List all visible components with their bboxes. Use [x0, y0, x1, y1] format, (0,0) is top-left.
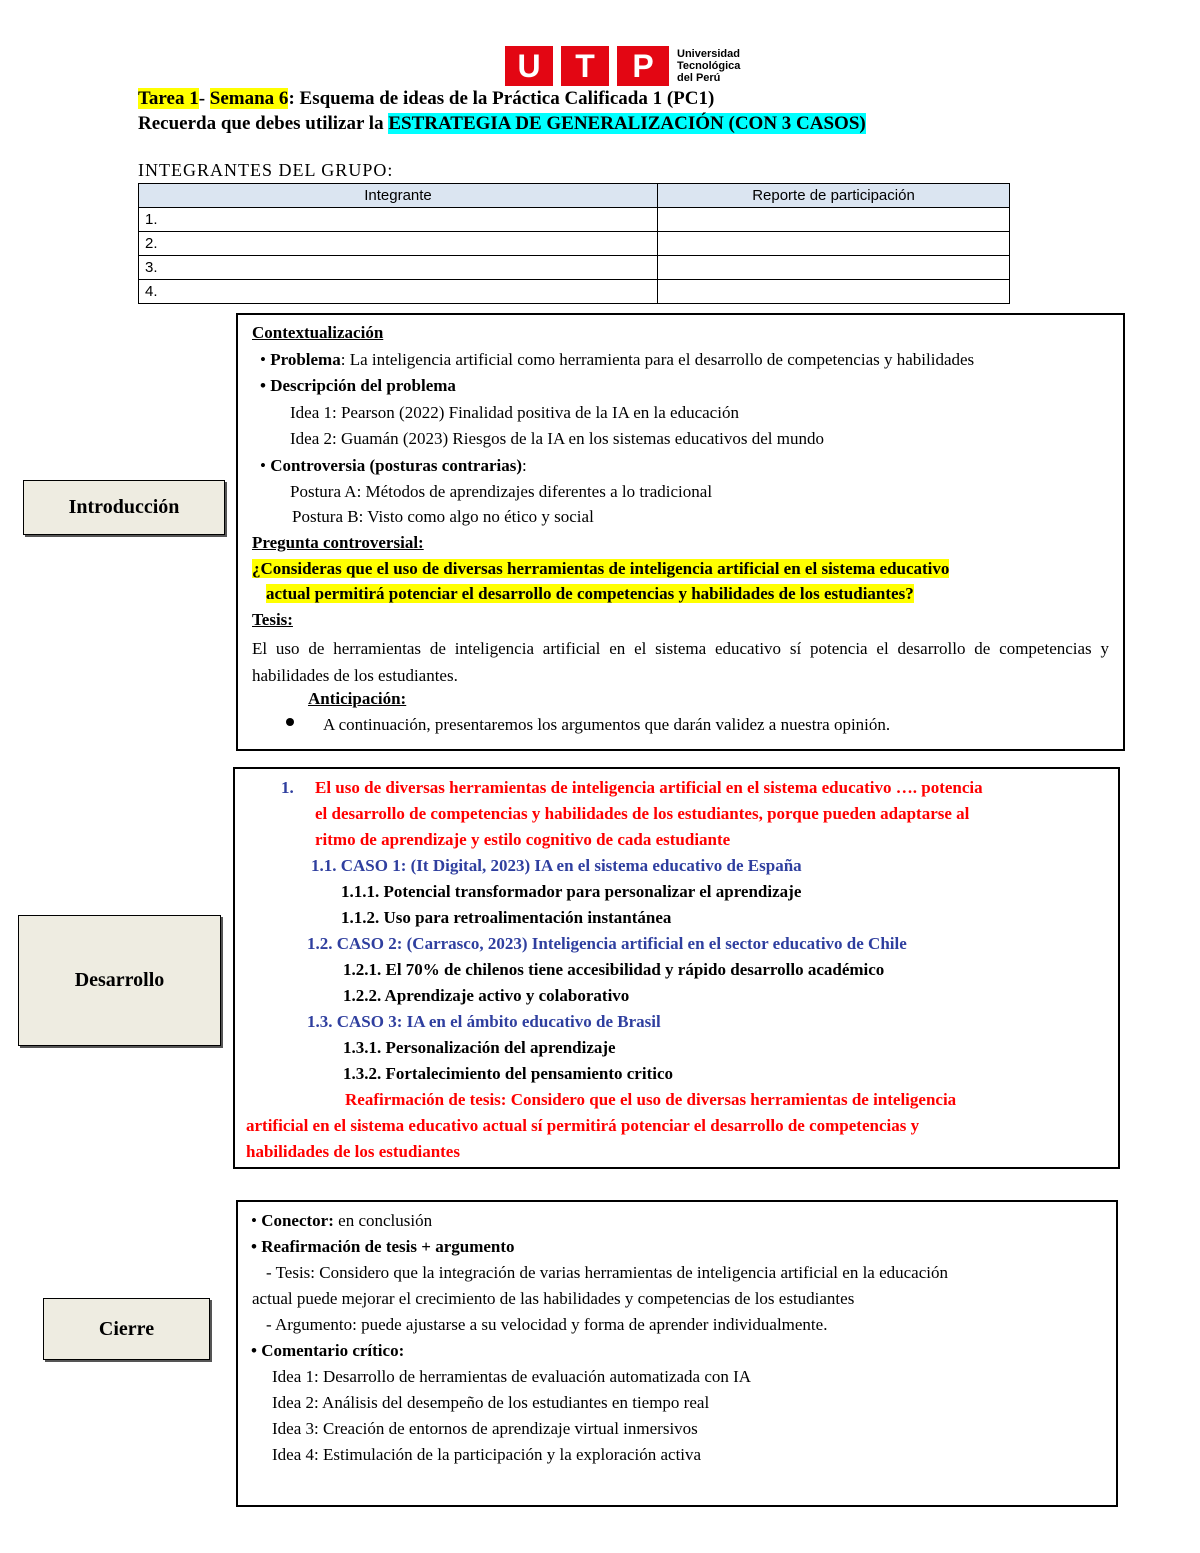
argument-line-2: el desarrollo de competencias y habilidades de los estudiantes, porque pueden adaptarse al	[315, 804, 970, 823]
reaffirmation-label: • Reafirmación de tesis + argumento	[251, 1237, 515, 1257]
case-1: 1.1. CASO 1: (It Digital, 2023) IA en el sistema educativo de España	[311, 856, 802, 875]
utp-logo	[505, 46, 755, 88]
controversy-line: • Controversia (posturas contrarias):	[260, 456, 527, 476]
case-1-1: 1.1.1. Potencial transformador para personalizar el aprendizaje	[341, 882, 802, 901]
label-introduccion: Introducción	[23, 480, 225, 535]
tesis-line-2: actual puede mejorar el crecimiento de las habilidades y competencias de los estudiantes	[252, 1289, 855, 1308]
report-cell[interactable]	[658, 232, 1010, 256]
development-panel	[233, 767, 1120, 1169]
case-3: 1.3. CASO 3: IA en el ámbito educativo de Brasil	[307, 1012, 661, 1031]
logo-letter-p: P	[617, 46, 669, 86]
argument-line-1: El uso de diversas herramientas de inteligencia artificial en el sistema educativo …. potencia	[315, 778, 983, 797]
report-cell[interactable]	[658, 256, 1010, 280]
idea-1: Idea 1: Pearson (2022) Finalidad positiva de la IA en la educación	[290, 403, 739, 422]
question-line-1: ¿Consideras que el uso de diversas herramientas de inteligencia artificial en el sistema educativo	[252, 559, 950, 578]
comment-label: • Comentario crítico:	[251, 1341, 404, 1361]
reaffirmation-line-3: habilidades de los estudiantes	[246, 1142, 460, 1161]
argument-line: - Argumento: puede ajustarse a su velocidad y forma de aprender individualmente.	[266, 1315, 828, 1334]
closing-idea-2: Idea 2: Análisis del desempeño de los estudiantes en tiempo real	[272, 1393, 710, 1412]
strategy-reminder: Recuerda que debes utilizar la ESTRATEGIA DE GENERALIZACIÓN (CON 3 CASOS)	[138, 113, 866, 134]
description-label: • Descripción del problema	[260, 376, 456, 396]
reaffirmation-line-2: artificial en el sistema educativo actual sí permitirá potenciar el desarrollo de competencias y	[246, 1116, 920, 1135]
case-3-1: 1.3.1. Personalización del aprendizaje	[343, 1038, 616, 1057]
table-row	[139, 232, 1010, 256]
member-cell[interactable]: 4.	[139, 280, 658, 304]
question-line-2: actual permitirá potenciar el desarrollo de competencias y habilidades de los estudiantes?	[266, 584, 914, 603]
col-report: Reporte de participación	[658, 184, 1010, 208]
case-2-1: 1.2.1. El 70% de chilenos tiene accesibilidad y rápido desarrollo académico	[343, 960, 885, 979]
question-title: Pregunta controversial:	[252, 533, 424, 552]
idea-2: Idea 2: Guamán (2023) Riesgos de la IA en los sistemas educativos del mundo	[290, 429, 824, 448]
case-2-2: 1.2.2. Aprendizaje activo y colaborativo	[343, 986, 630, 1005]
thesis-text: El uso de herramientas de inteligencia artificial en el sistema educativo sí potencia el desarrollo de competencias y habilidades de los estudiantes.	[252, 639, 1109, 685]
logo-university-name: Universidad Tecnológica del Perú	[677, 48, 741, 84]
intro-panel	[236, 313, 1125, 751]
postura-b: Postura B: Visto como algo no ético y social	[292, 507, 594, 526]
label-cierre: Cierre	[43, 1298, 210, 1360]
task-title: Tarea 1- Semana 6: Esquema de ideas de la Práctica Calificada 1 (PC1)	[138, 88, 715, 109]
label-desarrollo: Desarrollo	[18, 915, 221, 1046]
member-cell[interactable]: 2.	[139, 232, 658, 256]
closing-idea-1: Idea 1: Desarrollo de herramientas de evaluación automatizada con IA	[272, 1367, 752, 1386]
closing-idea-4: Idea 4: Estimulación de la participación y la exploración activa	[272, 1445, 702, 1464]
logo-letter-t: T	[561, 46, 609, 86]
member-cell[interactable]: 1.	[139, 208, 658, 232]
member-cell[interactable]: 3.	[139, 256, 658, 280]
case-1-2: 1.1.2. Uso para retroalimentación instantánea	[341, 908, 672, 927]
logo-letter-u: U	[505, 46, 553, 86]
case-2: 1.2. CASO 2: (Carrasco, 2023) Inteligencia artificial en el sector educativo de Chile	[307, 934, 907, 953]
col-member: Integrante	[139, 184, 658, 208]
members-table	[138, 183, 1010, 304]
context-title: Contextualización	[252, 323, 384, 342]
table-header-row	[139, 184, 1010, 208]
members-title: INTEGRANTES DEL GRUPO:	[138, 160, 394, 180]
table-row	[139, 208, 1010, 232]
case-3-2: 1.3.2. Fortalecimiento del pensamiento critico	[343, 1064, 674, 1083]
closing-idea-3: Idea 3: Creación de entornos de aprendizaje virtual inmersivos	[272, 1419, 698, 1438]
closing-panel	[236, 1200, 1118, 1507]
anticipation-title: Anticipación:	[308, 689, 407, 708]
postura-a: Postura A: Métodos de aprendizajes diferentes a lo tradicional	[290, 482, 713, 501]
bullet-icon	[286, 718, 294, 726]
report-cell[interactable]	[658, 280, 1010, 304]
reaffirmation-line-1: Reafirmación de tesis: Considero que el uso de diversas herramientas de inteligencia	[345, 1090, 957, 1109]
anticipation-text: A continuación, presentaremos los argumentos que darán validez a nuestra opinión.	[323, 715, 891, 734]
report-cell[interactable]	[658, 208, 1010, 232]
argument-number: 1.	[281, 778, 294, 797]
problem-line: • Problema: La inteligencia artificial como herramienta para el desarrollo de competencias y habilidades	[260, 350, 974, 370]
thesis-title: Tesis:	[252, 610, 293, 629]
tesis-line-1: - Tesis: Considero que la integración de varias herramientas de inteligencia artificial en la educación	[266, 1263, 949, 1282]
table-row	[139, 256, 1010, 280]
argument-line-3: ritmo de aprendizaje y estilo cognitivo de cada estudiante	[315, 830, 731, 849]
table-row	[139, 280, 1010, 304]
connector-line: • Conector: en conclusión	[251, 1211, 432, 1231]
